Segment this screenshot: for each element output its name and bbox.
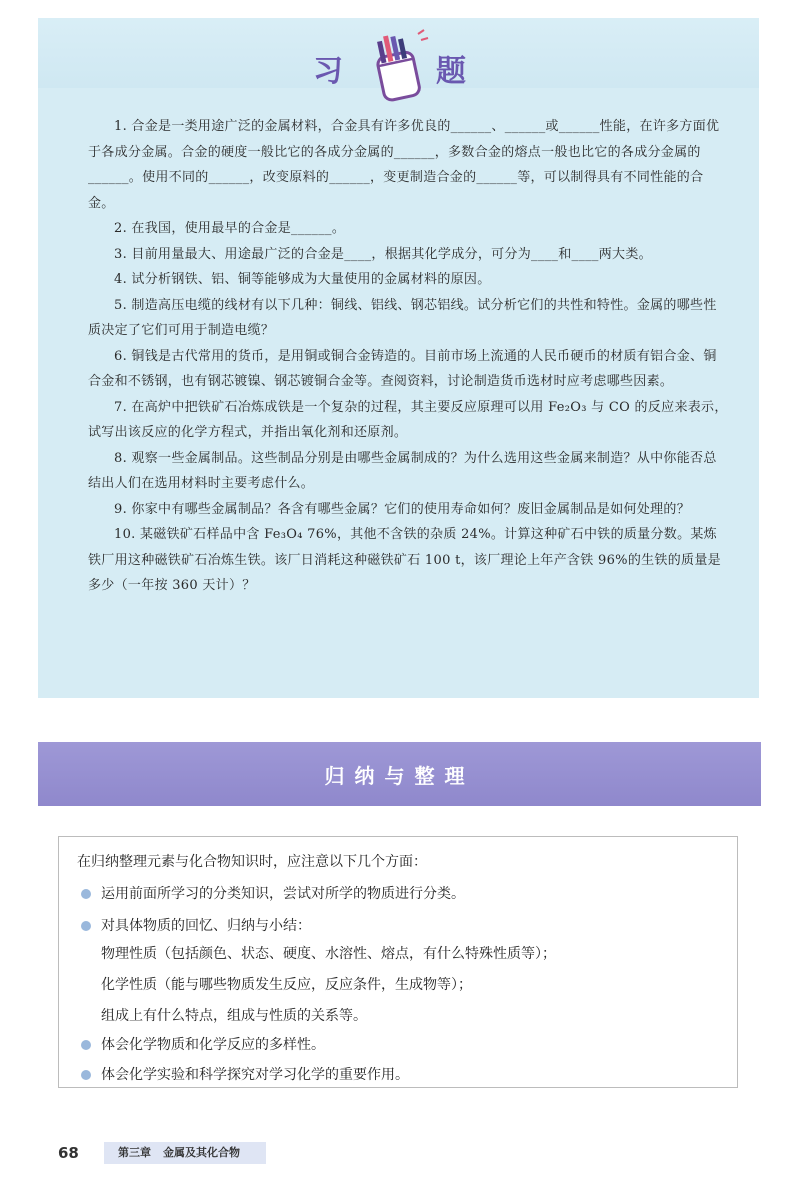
summary-banner (38, 742, 761, 806)
question-3: 3. 目前用量最大、用途最广泛的合金是____，根据其化学成分，可分为____和____两大类。 (114, 246, 652, 262)
question-9: 9. 你家中有哪些金属制品？各含有哪些金属？它们的使用寿命如何？废旧金属制品是如何处理的？ (114, 501, 691, 517)
bullet-text: 对具体物质的回忆、归纳与小结： (101, 918, 311, 934)
list-item (79, 1032, 719, 1058)
bullet-text: 体会化学实验和科学探究对学习化学的重要作用。 (101, 1067, 409, 1083)
question-1: 1. 合金是一类用途广泛的金属材料，合金具有许多优良的______、______或______性能，在许多方面优于各成分金属。合金的硬度一般比它的各成分金属的______，多数合金的熔点一般也比它的各成分金属的______。使用不同的______，改变原料的______，变更制造合金的______等，可以制得具有不同性能的合金。 (88, 119, 720, 211)
bullet-text: 体会化学物质和化学反应的多样性。 (101, 1037, 325, 1053)
summary-bullets (79, 881, 719, 1088)
question-8: 8. 观察一些金属制品。这些制品分别是由哪些金属制成的？为什么选用这些金属来制造？从中你能否总结出人们在选用材料时主要考虑什么。 (88, 450, 717, 491)
bullet-dot-icon (81, 1070, 91, 1080)
list-item (79, 1062, 719, 1088)
question-7: 7. 在高炉中把铁矿石冶炼成铁是一个复杂的过程，其主要反应原理可以用 Fe₂O₃ 与 CO 的反应来表示，试写出该反应的化学方程式，并指出氧化剂和还原剂。 (88, 399, 728, 440)
question-6: 6. 铜钱是古代常用的货币，是用铜或铜合金铸造的。目前市场上流通的人民币硬币的材质有铝合金、铜合金和不锈钢，也有钢芯镀镍、钢芯镀铜合金等。查阅资料，讨论制造货币选材时应考虑哪些因素。 (88, 348, 717, 389)
question-10: 10. 某磁铁矿石样品中含 Fe₃O₄ 76%，其他不含铁的杂质 24%。计算这种矿石中铁的质量分数。某炼铁厂用这种磁铁矿石冶炼生铁。该厂日消耗这种磁铁矿石 100 t，该厂理论上年产含铁 96%的生铁的质量是多少（一年按 360 天计）？ (88, 527, 721, 593)
summary-box (58, 836, 738, 1088)
bullet-dot-icon (81, 921, 91, 931)
bullet-dot-icon (81, 889, 91, 899)
exercise-section (38, 18, 759, 698)
summary-intro: 在归纳整理元素与化合物知识时，应注意以下几个方面： (77, 854, 427, 870)
question-2: 2. 在我国，使用最早的合金是______。 (114, 221, 346, 236)
question-list (88, 114, 728, 599)
exercise-header (38, 18, 759, 88)
exercise-title-left: 习 (313, 54, 345, 89)
chapter-label: 第三章 (118, 1146, 151, 1159)
sub-item-composition: 组成上有什么特点，组成与性质的关系等。 (101, 1008, 367, 1024)
bullet-text: 运用前面所学习的分类知识，尝试对所学的物质进行分类。 (101, 886, 465, 902)
list-item (79, 881, 719, 907)
chapter-title: 金属及其化合物 (163, 1146, 240, 1159)
exercise-title-right: 题 (436, 54, 468, 89)
summary-title: 归纳与整理 (324, 764, 475, 788)
pencil-holder-icon (366, 28, 432, 108)
question-4: 4. 试分析钢铁、铝、铜等能够成为大量使用的金属材料的原因。 (114, 272, 491, 287)
bullet-dot-icon (81, 1040, 91, 1050)
sub-item-physical: 物理性质（包括颜色、状态、硬度、水溶性、熔点，有什么特殊性质等）； (101, 946, 556, 962)
sub-item-chemical: 化学性质（能与哪些物质发生反应，反应条件，生成物等）； (101, 977, 472, 993)
chapter-tag (104, 1142, 266, 1164)
list-item (79, 913, 719, 939)
question-5: 5. 制造高压电缆的线材有以下几种：铜线、铝线、钢芯铝线。试分析它们的共性和特性。金属的哪些性质决定了它们可用于制造电缆？ (88, 297, 717, 338)
page-number: 68 (58, 1144, 79, 1162)
